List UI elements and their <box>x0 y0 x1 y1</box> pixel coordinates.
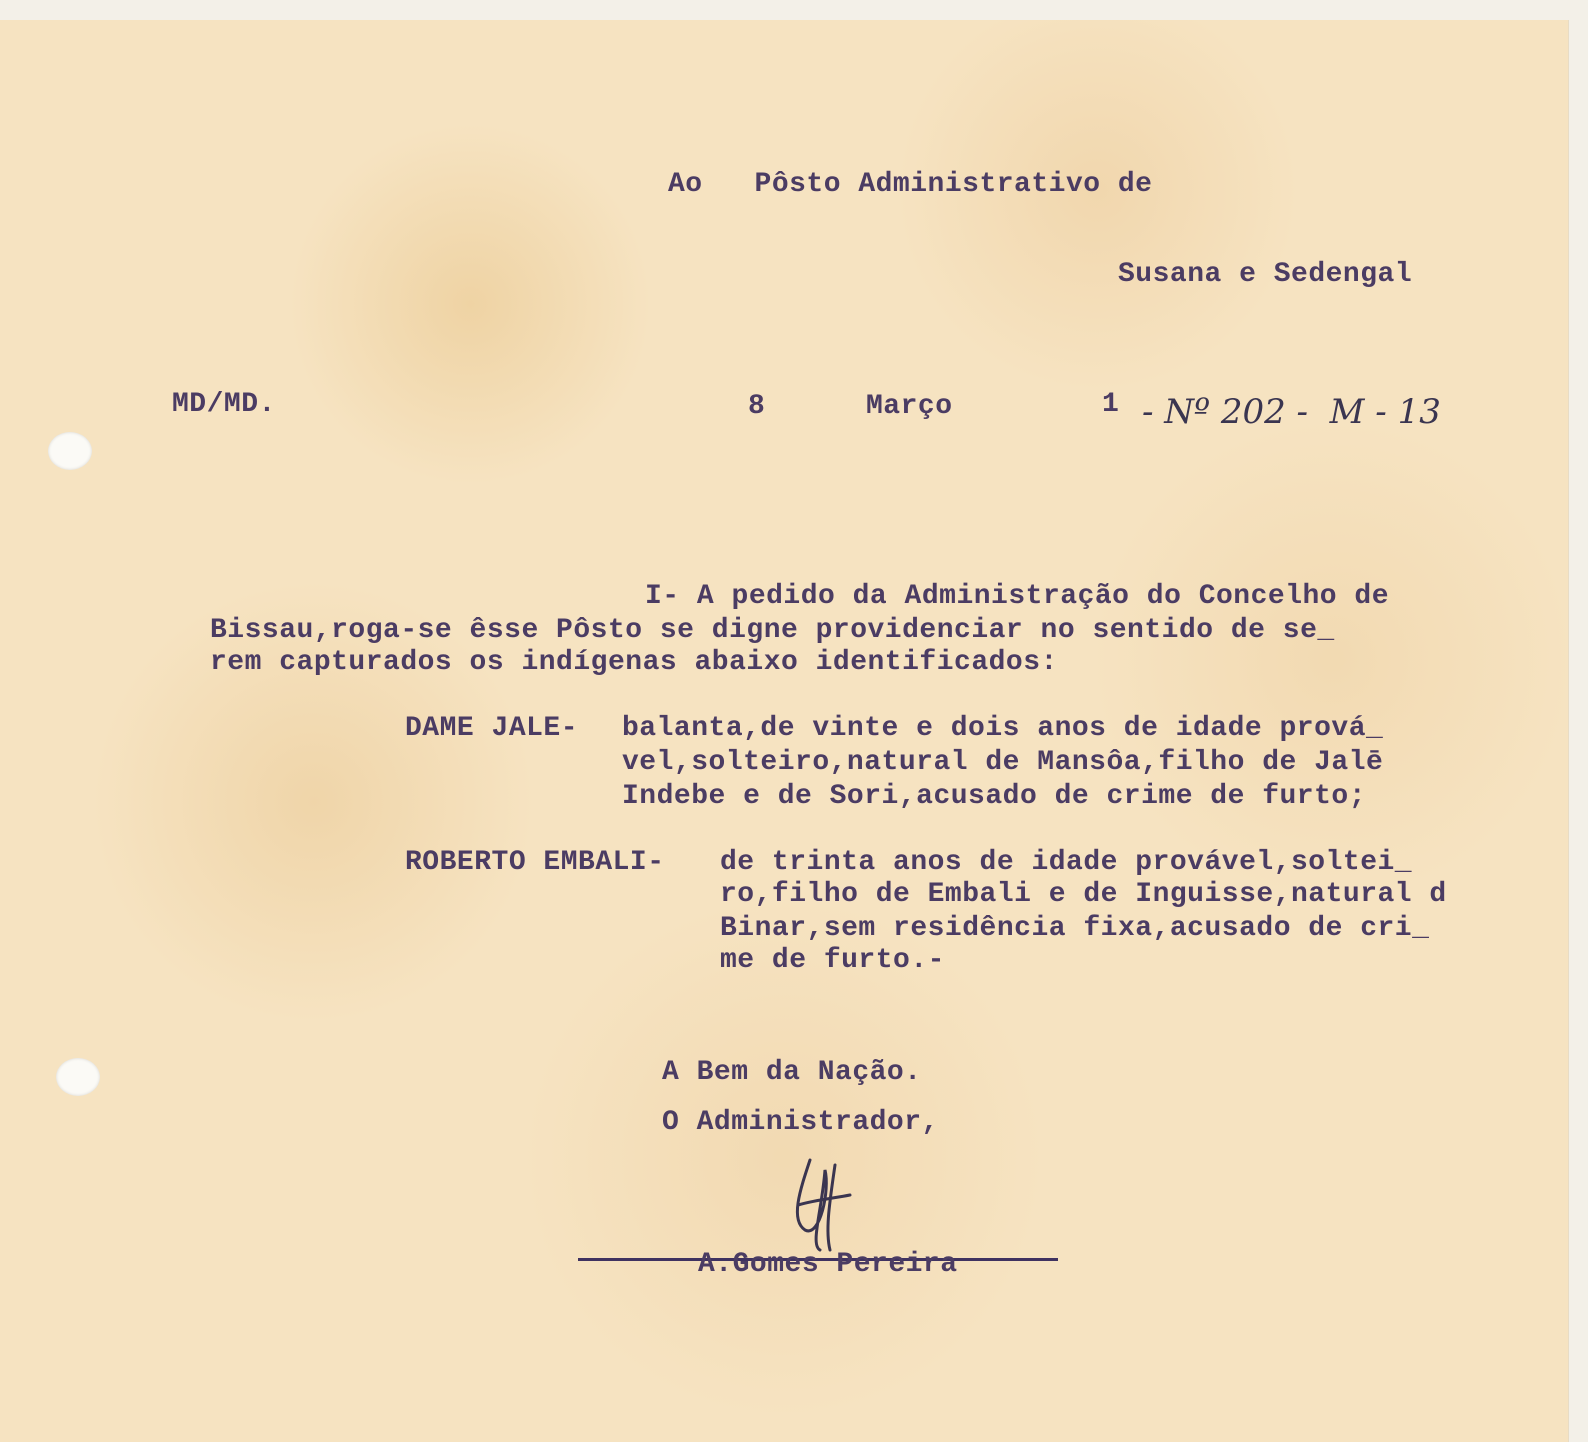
body-line: I- A pedido da Administração do Concelho de <box>645 581 1390 612</box>
punch-hole-top <box>48 432 92 470</box>
person-description-line: me de furto.- <box>720 945 945 976</box>
body-line: rem capturados os indígenas abaixo identificados: <box>210 647 1058 678</box>
closing-role: O Administrador, <box>662 1107 939 1138</box>
person-description-line: ro,filho de Embali e de Inguisse,natural d <box>720 879 1447 910</box>
handwritten-number: - Nº 202 - M - 13 <box>1142 392 1441 432</box>
person-description-line: de trinta anos de idade provável,soltei_ <box>720 847 1413 878</box>
addressee-line-2: Susana e Sedengal <box>1118 259 1413 290</box>
punch-hole-bottom <box>56 1058 100 1096</box>
person-description-line: balanta,de vinte e dois anos de idade prová_ <box>622 713 1384 744</box>
reference-code: MD/MD. <box>172 389 276 420</box>
date-month: Março <box>866 391 953 422</box>
person-description-line: Binar,sem residência fixa,acusado de cri_ <box>720 913 1430 944</box>
date-year-partial: 1 <box>1102 389 1120 420</box>
closing-salutation: A Bem da Nação. <box>662 1057 922 1088</box>
signature-scrawl <box>780 1150 860 1260</box>
body-line: Bissau,roga-se êsse Pôsto se digne providenciar no sentido de se_ <box>210 615 1335 646</box>
person-description-line: Indebe e de Sori,acusado de crime de furto; <box>622 781 1367 812</box>
addressee-line-1: Ao Pôsto Administrativo de <box>668 169 1153 200</box>
person-name: ROBERTO EMBALI- <box>405 847 665 878</box>
date-day: 8 <box>748 391 766 422</box>
person-description-line: vel,solteiro,natural de Mansôa,filho de Jalē <box>622 747 1384 778</box>
person-name: DAME JALE- <box>405 713 579 744</box>
signatory-name: A.Gomes Pereira <box>698 1249 958 1280</box>
